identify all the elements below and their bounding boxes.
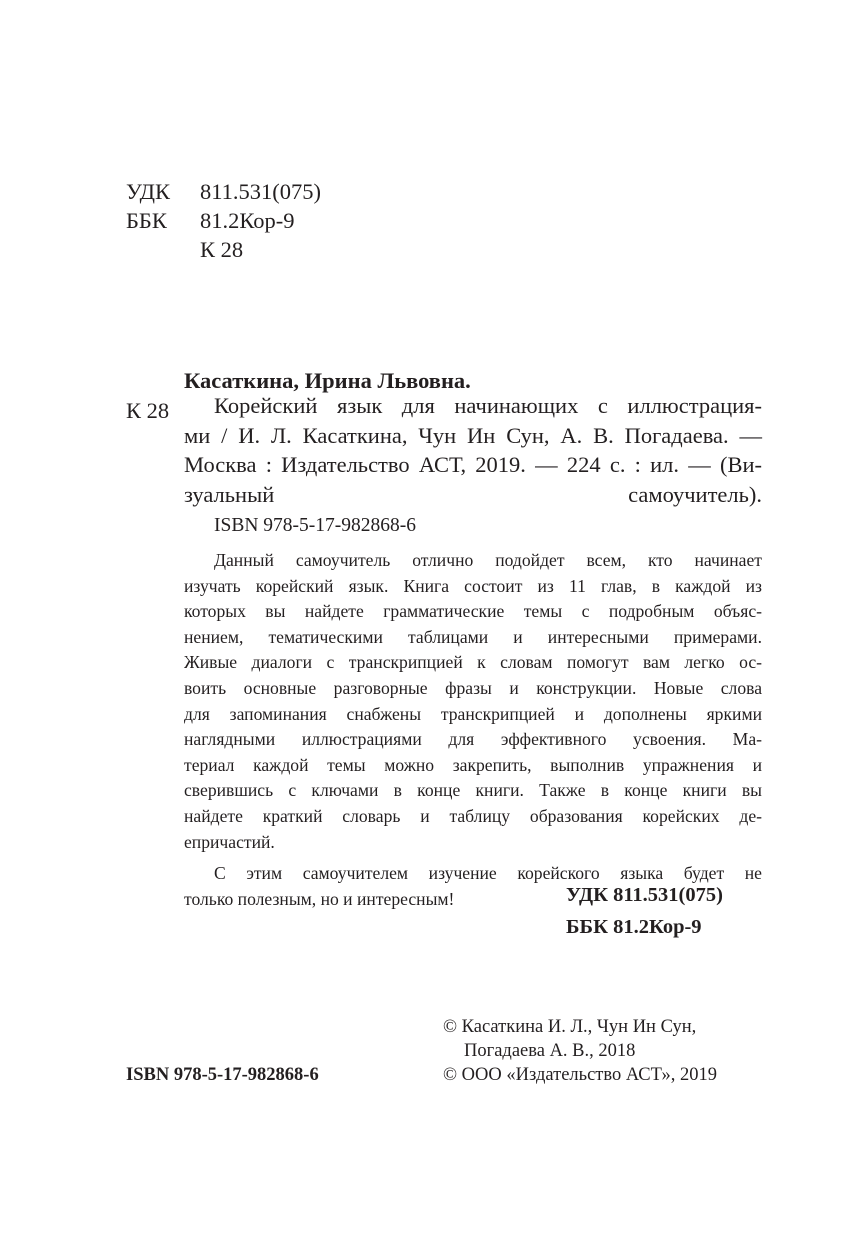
annotation <box>184 548 762 912</box>
copyright-line-1: © Касаткина И. Л., Чун Ин Сун, <box>443 1017 697 1037</box>
annotation-line: сверившись с ключами в конце книги. Также в конце книги вы <box>184 780 762 801</box>
bbk-value: 81.2Кор-9 <box>200 208 295 233</box>
description-line: Корейский язык для начинающих с иллюстрация- <box>214 393 762 418</box>
footer-isbn: ISBN 978-5-17-982868-6 <box>126 1065 319 1085</box>
copyright-line-3: © ООО «Издательство АСТ», 2019 <box>443 1065 717 1085</box>
bottom-bbk: ББК 81.2Кор-9 <box>566 916 702 938</box>
annotation-line: наглядными иллюстрациями для эффективного усвоения. Ма- <box>184 729 762 750</box>
annotation-line: епричастий. <box>184 831 275 852</box>
annotation-line: только полезным, но и интересным! <box>184 888 455 909</box>
annotation-line: для запоминания снабжены транскрипцией и дополнены яркими <box>184 703 762 724</box>
record-isbn: ISBN 978-5-17-982868-6 <box>214 515 417 536</box>
udk-label: УДК <box>126 179 171 204</box>
annotation-line: Живые диалоги с транскрипцией к словам помогут вам легко ос- <box>184 652 762 673</box>
bibliographic-description <box>184 391 762 509</box>
annotation-line: Данный самоучитель отлично подойдет всем, кто начинает <box>214 550 762 570</box>
author-mark: К 28 <box>200 237 244 262</box>
udk-value: 811.531(075) <box>200 179 322 204</box>
description-line: ми / И. Л. Касаткина, Чун Ин Сун, А. В. Погадаева. — <box>184 422 762 448</box>
annotation-line: воить основные разговорные фразы и конструкции. Новые слова <box>184 677 762 698</box>
annotation-line: нением, тематическими таблицами и интересными примерами. <box>184 626 762 647</box>
annotation-line: изучать корейский язык. Книга состоит из 11 глав, в каждой из <box>184 575 762 596</box>
bottom-udk: УДК 811.531(075) <box>566 884 723 906</box>
bbk-label: ББК <box>126 208 167 233</box>
description-line: Москва : Издательство АСТ, 2019. — 224 с. : ил. — (Ви- <box>184 452 762 477</box>
description-line: зуальный самоучитель). <box>184 481 762 507</box>
record-author-mark: К 28 <box>126 398 170 423</box>
author-heading: Касаткина, Ирина Львовна. <box>184 368 471 393</box>
annotation-line: С этим самоучителем изучение корейского языка будет не <box>214 863 762 884</box>
annotation-line: найдете краткий словарь и таблицу образования корейских де- <box>184 805 762 826</box>
copyright-line-2: Погадаева А. В., 2018 <box>464 1041 636 1061</box>
annotation-paragraph-1 <box>184 548 762 855</box>
annotation-line: которых вы найдете грамматические темы с подробным объяс- <box>184 601 762 622</box>
annotation-line: териал каждой темы можно закрепить, выполнив упражнения и <box>184 754 762 775</box>
